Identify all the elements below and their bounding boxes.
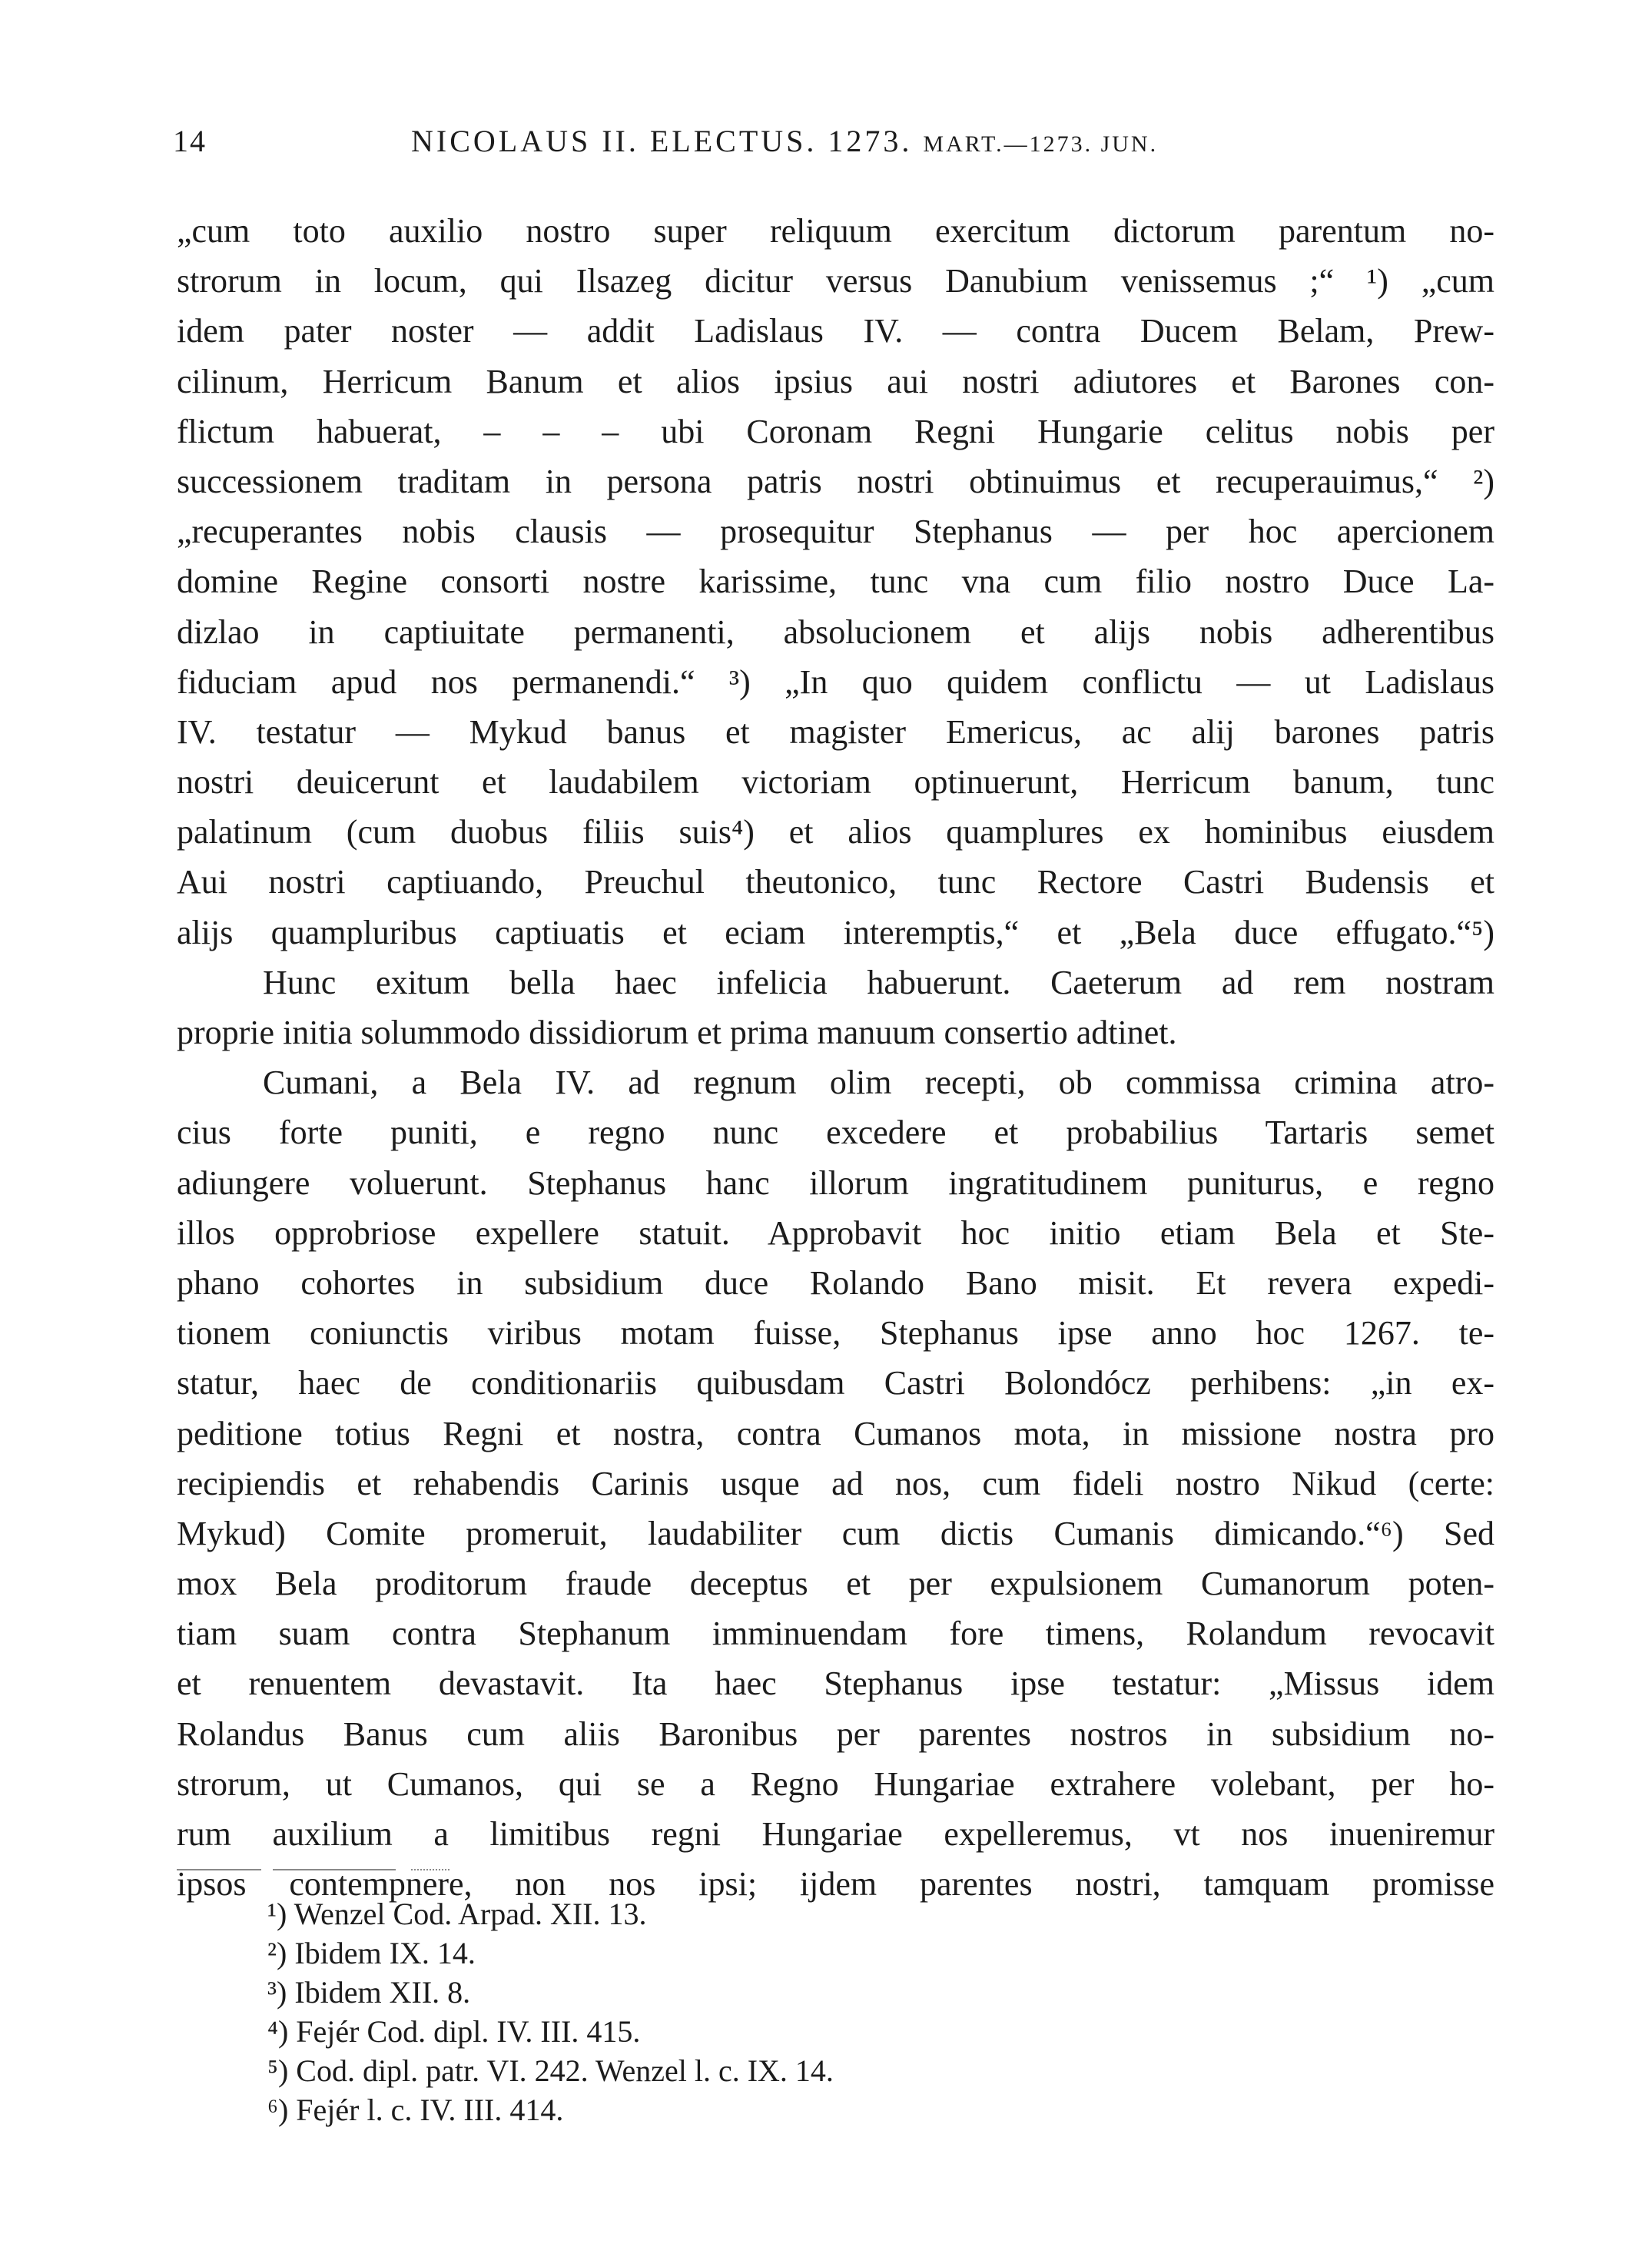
running-title: [411, 123, 1158, 159]
text-line: nostri deuicerunt et laudabilem victoriam optinuerunt, Herricum banum, tunc: [177, 763, 1494, 802]
text-line: idem pater noster — addit Ladislaus IV. — contra Ducem Belam, Prew-: [177, 312, 1494, 350]
text-line: tionem coniunctis viribus motam fuisse, Stephanus ipse anno hoc 1267. te-: [177, 1314, 1494, 1353]
footnote-rule: [273, 1869, 396, 1870]
text-line: ipsos contempnere, non nos ipsi; ijdem parentes nostri, tamquam promisse: [177, 1865, 1494, 1904]
footnote: ⁴) Fejér Cod. dipl. IV. III. 415.: [267, 2014, 641, 2049]
text-line: fiduciam apud nos permanendi.“ ³) „In quo quidem conflictu — ut Ladislaus: [177, 662, 1494, 701]
text-line: et renuentem devastavit. Ita haec Stephanus ipse testatur: „Missus idem: [177, 1665, 1494, 1703]
text-line: statur, haec de conditionariis quibusdam Castri Bolondócz perhibens: „in ex-: [177, 1364, 1494, 1402]
running-header: [173, 123, 1494, 169]
text-line: flictum habuerat, – – – ubi Coronam Regni Hungarie celitus nobis per: [177, 412, 1494, 450]
text-line: palatinum (cum duobus filiis suis⁴) et alios quamplures ex hominibus eiusdem: [177, 813, 1494, 851]
text-line: rum auxilium a limitibus regni Hungariae expelleremus, vt nos inueniremur: [177, 1815, 1494, 1853]
text-line: alijs quampluribus captiuatis et eciam interemptis,“ et „Bela duce effugato.“⁵): [177, 913, 1494, 951]
text-line: peditione totius Regni et nostra, contra Cumanos mota, in missione nostra pro: [177, 1414, 1494, 1452]
text-line: cilinum, Herricum Banum et alios ipsius aui nostri adiutores et Barones con-: [177, 362, 1494, 400]
text-line: IV. testatur — Mykud banus et magister Emericus, ac alij barones patris: [177, 712, 1494, 751]
text-line: mox Bela proditorum fraude deceptus et per expulsionem Cumanorum poten-: [177, 1565, 1494, 1603]
text-line: cius forte puniti, e regno nunc excedere et probabilius Tartaris semet: [177, 1114, 1494, 1152]
footnote: ⁵) Cod. dipl. patr. VI. 242. Wenzel l. c. IX. 14.: [267, 2053, 834, 2088]
footnote-rule: [411, 1869, 449, 1870]
text-line: „cum toto auxilio nostro super reliquum exercitum dictorum parentum no-: [177, 212, 1494, 250]
text-line: domine Regine consorti nostre karissime, tunc vna cum filio nostro Duce La-: [177, 563, 1494, 601]
text-line: tiam suam contra Stephanum imminuendam fore timens, Rolandum revocavit: [177, 1615, 1494, 1653]
text-line: recipiendis et rehabendis Carinis usque ad nos, cum fideli nostro Nikud (certe:: [177, 1464, 1494, 1502]
running-title-dates: MART.—1273. JUN.: [923, 131, 1159, 157]
text-line: adiungere voluerunt. Stephanus hanc illorum ingratitudinem puniturus, e regno: [177, 1163, 1494, 1202]
footnote: ³) Ibidem XII. 8.: [267, 1975, 471, 2010]
page-number: 14: [173, 124, 207, 158]
text-line: Aui nostri captiuando, Preuchul theutonico, tunc Rectore Castri Budensis et: [177, 863, 1494, 901]
footnote: ⁶) Fejér l. c. IV. III. 414.: [267, 2093, 564, 2127]
text-line: successionem traditam in persona patris nostri obtinuimus et recuperauimus,“ ²): [177, 462, 1494, 500]
text-line: Mykud) Comite promeruit, laudabiliter cum dictis Cumanis dimicando.“⁶) Sed: [177, 1514, 1494, 1552]
footnote: ¹) Wenzel Cod. Arpad. XII. 13.: [267, 1897, 647, 1931]
text-line: strorum, ut Cumanos, qui se a Regno Hungariae extrahere volebant, per ho-: [177, 1764, 1494, 1803]
text-line: „recuperantes nobis clausis — prosequitur Stephanus — per hoc apercionem: [177, 513, 1494, 551]
text-line: illos opprobriose expellere statuit. Approbavit hoc initio etiam Bela et Ste-: [177, 1213, 1494, 1252]
text-line: Rolandus Banus cum aliis Baronibus per parentes nostros in subsidium no-: [177, 1714, 1494, 1753]
text-line: Cumani, a Bela IV. ad regnum olim recepti, ob commissa crimina atro-: [263, 1064, 1494, 1102]
footnotes: [267, 1894, 1036, 2129]
text-line: phano cohortes in subsidium duce Rolando Bano misit. Et revera expedi-: [177, 1263, 1494, 1302]
text-line: Hunc exitum bella haec infelicia habuerunt. Caeterum ad rem nostram: [263, 963, 1494, 1001]
text-line: strorum in locum, qui Ilsazeg dicitur versus Danubium venissemus ;“ ¹) „cum: [177, 262, 1494, 300]
text-line: dizlao in captiuitate permanenti, absolucionem et alijs nobis adherentibus: [177, 612, 1494, 651]
body-text: [177, 206, 1494, 1909]
text-line: proprie initia solummodo dissidiorum et prima manuum consertio adtinet.: [177, 1014, 1177, 1051]
running-title-main: NICOLAUS II. ELECTUS. 1273.: [411, 124, 913, 158]
footnote: ²) Ibidem IX. 14.: [267, 1936, 476, 1970]
footnote-rule: [177, 1869, 261, 1870]
